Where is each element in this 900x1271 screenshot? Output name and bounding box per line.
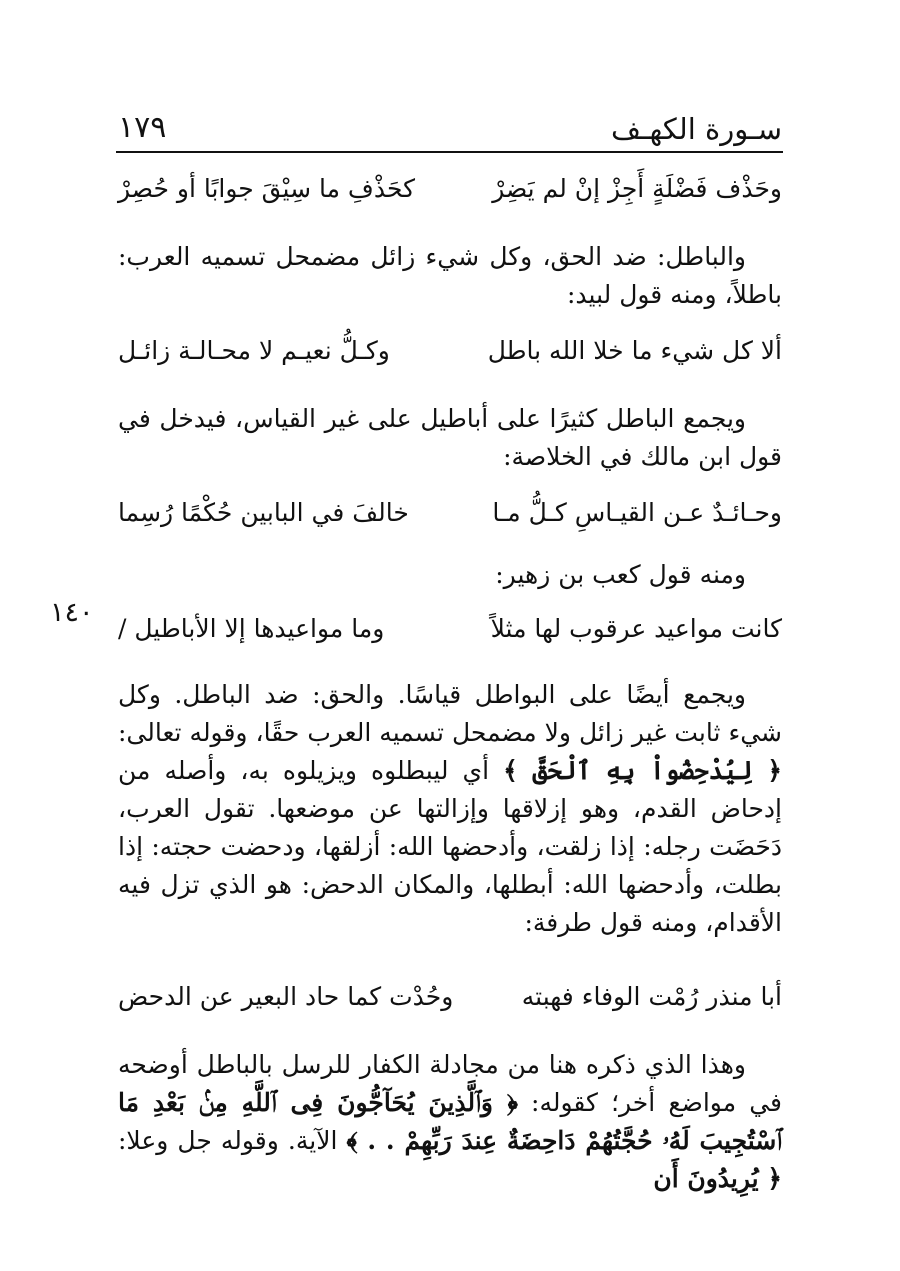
verse-first-hemistich: أبا منذر رُمْت الوفاء فهبته xyxy=(521,982,782,1011)
quran-quote: ﴿ لِيُدْحِضُواْ بِهِ ٱلْحَقَّ ﴾ xyxy=(503,756,782,785)
verse-first-hemistich: وحَذْف فَضْلَةٍ أَجِزْ إنْ لم يَضِرْ xyxy=(492,174,782,203)
verse-line xyxy=(118,174,782,218)
verse-line xyxy=(118,982,782,1026)
paragraph-text xyxy=(118,676,782,942)
surah-title: سـورة الكهـف xyxy=(611,112,782,146)
paragraph-text: ومنه قول كعب بن زهير: xyxy=(495,560,746,589)
quran-quote: ﴿ يُرِيدُونَ أَن xyxy=(653,1164,782,1193)
paragraph xyxy=(118,238,782,314)
paragraph xyxy=(118,400,782,476)
paragraph-text: ويجمع الباطل كثيرًا على أباطيل على غير القياس، فيدخل في قول ابن مالك في الخلاصة: xyxy=(118,404,782,471)
verse-second-hemistich: وكـلُّ نعيـم لا محـالـة زائـل xyxy=(118,336,390,365)
verse-second-hemistich: خالفَ في البابين حُكْمًا رُسِما xyxy=(118,498,409,527)
paragraph xyxy=(118,556,782,594)
verse-line xyxy=(118,336,782,380)
paragraph xyxy=(118,1046,782,1198)
paragraph-segment: أي ليبطلوه ويزيلوه به، وأصله من إدحاض القدم، وهو إزلاقها وإزالتها عن موضعها. تقول العرب، دَحَضَت رجله: إذا زلقت، وأدحضها الله: أزلقها، ودحضت حجته: إذا بطلت، وأدحضها الله: أبطلها، والمكان الدحض: هو الذي تزل فيه الأقدام، ومنه قول طرفة: xyxy=(118,756,782,937)
paragraph xyxy=(118,676,782,942)
header-rule xyxy=(116,151,783,153)
verse-second-hemistich: كحَذْفِ ما سِيْقَ جوابًا أو حُصِرْ xyxy=(118,174,415,203)
verse-line xyxy=(118,614,782,658)
verse-first-hemistich: وحـائـدٌ عـن القيـاسِ كـلُّ مـا xyxy=(492,498,782,527)
paragraph-text xyxy=(118,1046,782,1198)
verse-second-hemistich: وما مواعيدها إلا الأباطيل / xyxy=(118,614,385,643)
page-number: ١٧٩ xyxy=(118,110,167,145)
quran-quote: ﴿ وَٱلَّذِينَ يُحَآجُّونَ فِى ٱللَّهِ مِنۢ بَعْدِ مَا ٱسْتُجِيبَ لَهُۥ حُجَّتُهُمْ دَاحِضَةٌ عِندَ رَبِّهِمْ . . ﴾ xyxy=(118,1088,782,1155)
paragraph-segment: الآية. وقوله جل وعلا: xyxy=(118,1126,338,1155)
paragraph-text: والباطل: ضد الحق، وكل شيء زائل مضمحل تسميه العرب: باطلاً، ومنه قول لبيد: xyxy=(118,242,782,309)
margin-page-number: ١٤٠ xyxy=(50,597,94,628)
verse-second-hemistich: وحُدْت كما حاد البعير عن الدحض xyxy=(118,982,454,1011)
verse-first-hemistich: كانت مواعيد عرقوب لها مثلاً xyxy=(490,614,782,643)
verse-line xyxy=(118,498,782,542)
page-header xyxy=(118,110,782,150)
paragraph-segment: وهذا الذي ذكره هنا من مجادلة الكفار للرسل بالباطل أوضحه في مواضع أخر؛ كقوله: xyxy=(118,1050,783,1117)
verse-first-hemistich: ألا كل شيء ما خلا الله باطل xyxy=(487,336,782,365)
paragraph-segment: ويجمع أيضًا على البواطل قياسًا. والحق: ضد الباطل. وكل شيء ثابت غير زائل ولا مضمحل تسميه العرب حقًا، وقوله تعالى: xyxy=(118,680,782,747)
